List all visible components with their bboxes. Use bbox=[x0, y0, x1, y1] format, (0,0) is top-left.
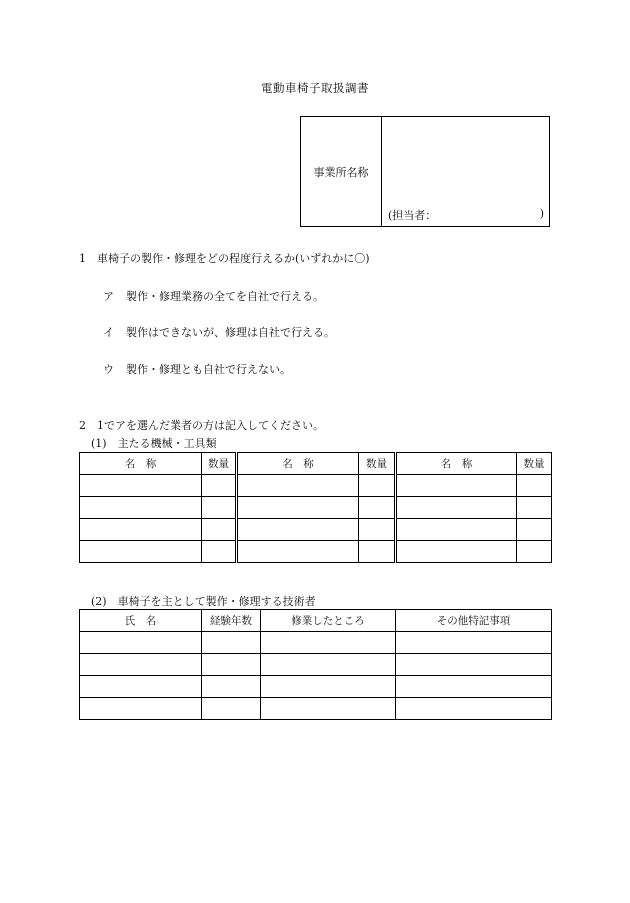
table-cell-input[interactable] bbox=[80, 519, 202, 541]
table-cell-input[interactable] bbox=[80, 497, 202, 519]
header-person-name: 氏 名 bbox=[80, 610, 202, 632]
page-title: 電動車椅子取扱調書 bbox=[261, 81, 369, 95]
table-cell-input[interactable] bbox=[396, 497, 517, 519]
table-cell-input[interactable] bbox=[517, 475, 552, 497]
table-header-row bbox=[80, 610, 552, 632]
table-row bbox=[80, 519, 552, 541]
option-mark: ウ bbox=[103, 363, 114, 376]
header-name-2: 名 称 bbox=[237, 453, 359, 475]
table-cell-input[interactable] bbox=[202, 475, 237, 497]
technician-table bbox=[79, 609, 552, 720]
table-cell-input[interactable] bbox=[396, 676, 552, 698]
option-u[interactable] bbox=[103, 361, 291, 377]
table-cell-input[interactable] bbox=[261, 698, 396, 720]
contact-close-label: ) bbox=[539, 207, 544, 220]
table-cell-input[interactable] bbox=[396, 519, 517, 541]
header-name-3: 名 称 bbox=[396, 453, 517, 475]
technician-rows bbox=[80, 632, 552, 720]
table-cell-input[interactable] bbox=[202, 497, 237, 519]
table-cell-input[interactable] bbox=[517, 519, 552, 541]
table-cell-input[interactable] bbox=[80, 676, 202, 698]
contact-person-field[interactable] bbox=[388, 207, 544, 223]
option-text: 製作・修理とも自社で行えない。 bbox=[126, 363, 291, 376]
option-a[interactable] bbox=[103, 288, 324, 304]
table-cell-input[interactable] bbox=[237, 497, 359, 519]
header-notes: その他特記事項 bbox=[396, 610, 552, 632]
option-mark: イ bbox=[103, 326, 114, 339]
table-cell-input[interactable] bbox=[359, 519, 396, 541]
table-row bbox=[80, 497, 552, 519]
contact-open-label: (担当者： bbox=[388, 209, 437, 222]
table-cell-input[interactable] bbox=[517, 541, 552, 563]
table-header-row bbox=[80, 453, 552, 475]
table-cell-input[interactable] bbox=[359, 541, 396, 563]
table-cell-input[interactable] bbox=[80, 541, 202, 563]
table-cell-input[interactable] bbox=[237, 519, 359, 541]
table-cell-input[interactable] bbox=[202, 541, 237, 563]
equipment-label: (1) 主たる機械・工具類 bbox=[91, 437, 217, 450]
table-cell-input[interactable] bbox=[396, 475, 517, 497]
table-row bbox=[80, 654, 552, 676]
header-training-place: 修業したところ bbox=[261, 610, 396, 632]
option-text: 製作はできないが、修理は自社で行える。 bbox=[126, 326, 335, 339]
table-cell-input[interactable] bbox=[261, 654, 396, 676]
table-cell-input[interactable] bbox=[359, 497, 396, 519]
table-cell-input[interactable] bbox=[261, 676, 396, 698]
table-cell-input[interactable] bbox=[202, 676, 261, 698]
equipment-rows bbox=[80, 475, 552, 563]
table-cell-input[interactable] bbox=[202, 654, 261, 676]
table-cell-input[interactable] bbox=[517, 497, 552, 519]
section1-heading: 1 車椅子の製作・修理をどの程度行えるか(いずれかに〇) bbox=[79, 252, 370, 265]
table-cell-input[interactable] bbox=[396, 541, 517, 563]
table-cell-input[interactable] bbox=[202, 632, 261, 654]
option-mark: ア bbox=[103, 290, 114, 303]
table-cell-input[interactable] bbox=[80, 475, 202, 497]
table-cell-input[interactable] bbox=[359, 475, 396, 497]
office-box bbox=[300, 116, 550, 227]
table-cell-input[interactable] bbox=[237, 541, 359, 563]
table-row bbox=[80, 676, 552, 698]
table-row bbox=[80, 698, 552, 720]
table-cell-input[interactable] bbox=[202, 698, 261, 720]
table-cell-input[interactable] bbox=[80, 632, 202, 654]
header-experience: 経験年数 bbox=[202, 610, 261, 632]
header-qty-3: 数量 bbox=[517, 453, 552, 475]
option-i[interactable] bbox=[103, 324, 335, 340]
table-cell-input[interactable] bbox=[396, 632, 552, 654]
option-text: 製作・修理業務の全てを自社で行える。 bbox=[126, 290, 324, 303]
header-qty-1: 数量 bbox=[202, 453, 237, 475]
table-cell-input[interactable] bbox=[237, 475, 359, 497]
section2-heading: 2 1でアを選んだ業者の方は記入してください。 bbox=[79, 419, 324, 432]
header-qty-2: 数量 bbox=[359, 453, 396, 475]
header-name-1: 名 称 bbox=[80, 453, 202, 475]
technician-label: (2) 車椅子を主として製作・修理する技術者 bbox=[91, 595, 316, 608]
table-cell-input[interactable] bbox=[396, 654, 552, 676]
table-cell-input[interactable] bbox=[261, 632, 396, 654]
equipment-table bbox=[79, 452, 552, 563]
table-cell-input[interactable] bbox=[396, 698, 552, 720]
table-row bbox=[80, 475, 552, 497]
table-row bbox=[80, 632, 552, 654]
office-name-label: 事業所名称 bbox=[301, 117, 382, 226]
table-cell-input[interactable] bbox=[202, 519, 237, 541]
table-cell-input[interactable] bbox=[80, 654, 202, 676]
table-row bbox=[80, 541, 552, 563]
table-cell-input[interactable] bbox=[80, 698, 202, 720]
